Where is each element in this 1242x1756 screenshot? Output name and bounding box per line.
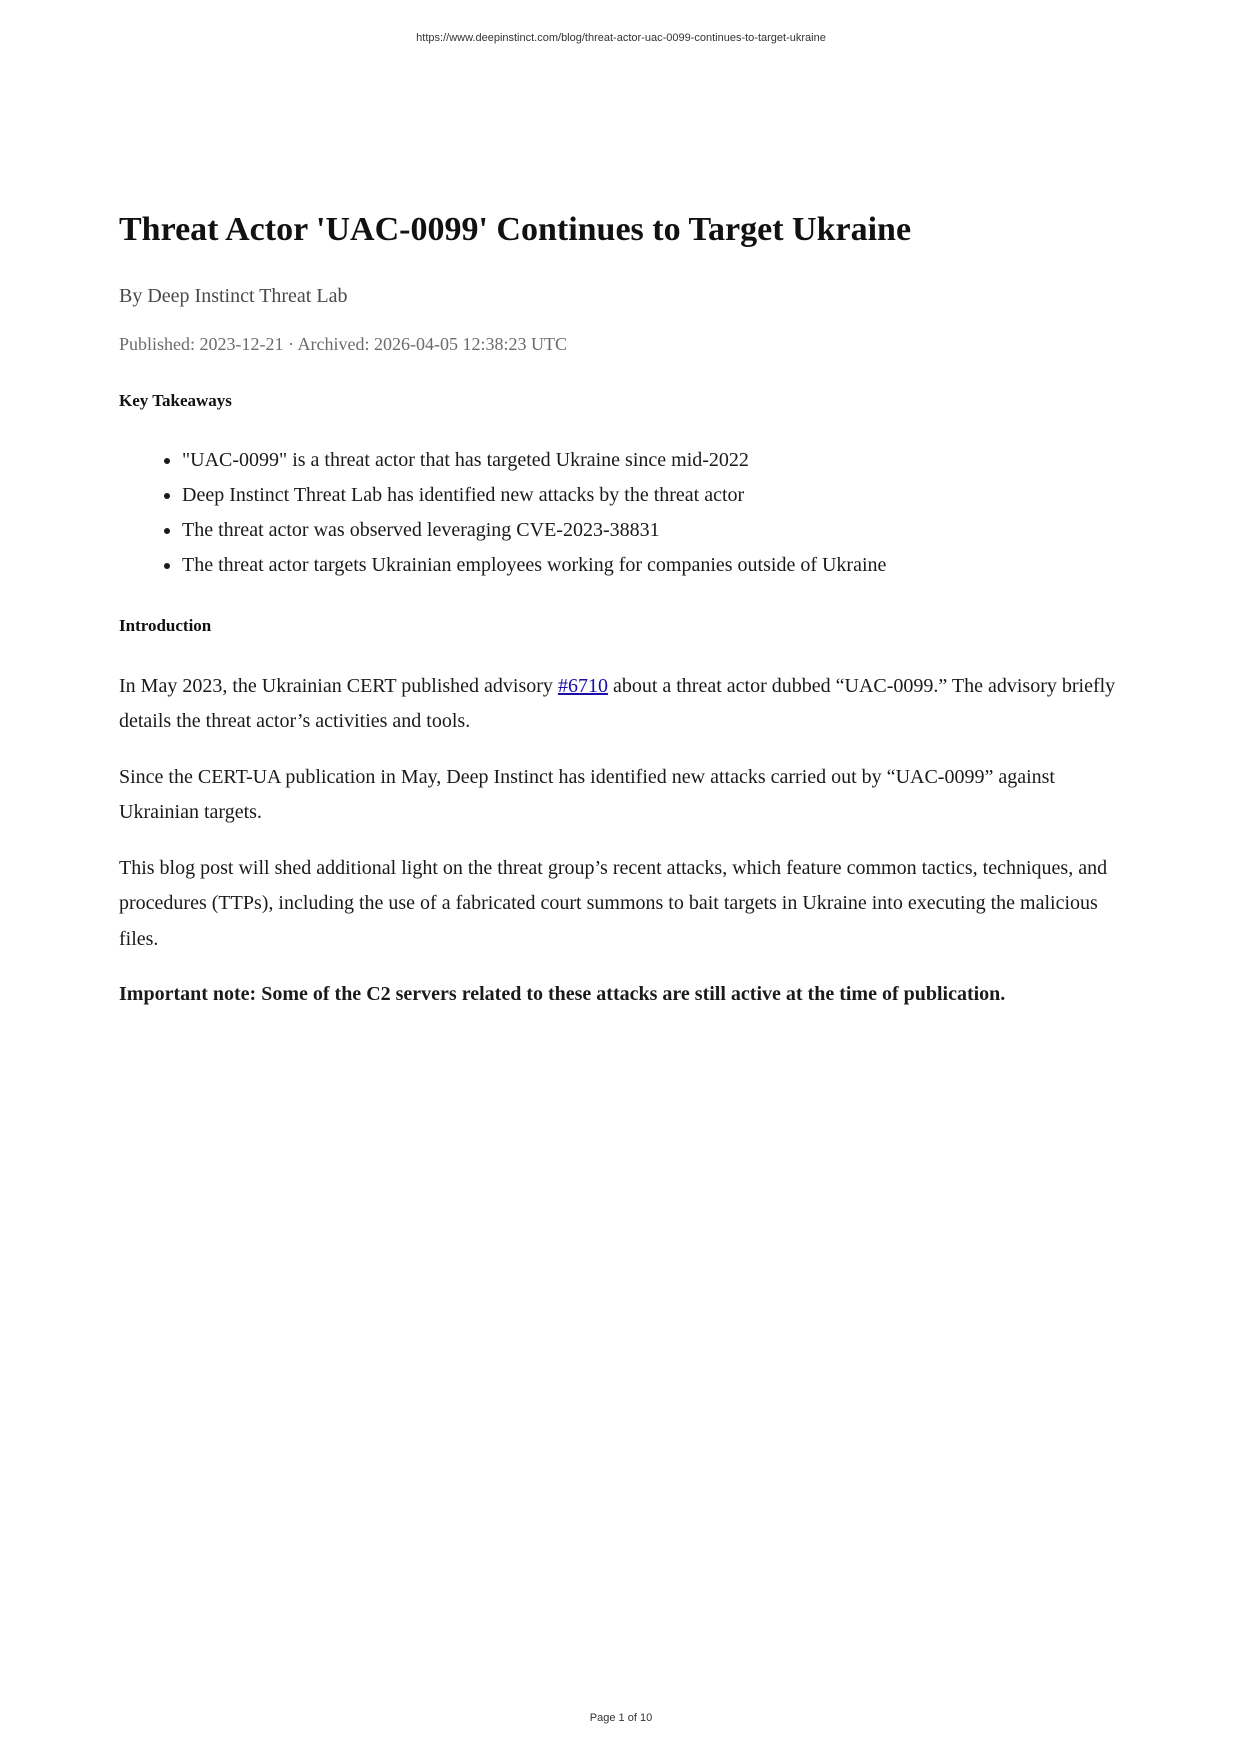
intro-paragraph	[119, 669, 1129, 740]
advisory-link[interactable]: #6710	[557, 674, 608, 697]
page-url: https://www.deepinstinct.com/blog/threat-actor-uac-0099-continues-to-target-ukraine	[416, 32, 826, 44]
article-title: Threat Actor 'UAC-0099' Continues to Target Ukraine	[119, 211, 912, 248]
byline: By Deep Instinct Threat Lab	[119, 284, 348, 307]
page-number: Page 1 of 10	[589, 1712, 653, 1724]
body-paragraph: This blog post will shed additional light on the threat group’s recent attacks, which feature common tactics, techniques, and procedures (TTPs), including the use of a fabricated court summons to bait targets in Ukraine into executing the malicious files.	[119, 856, 1108, 950]
publish-meta: Published: 2023-12-21 · Archived: 2026-04-05 12:38:23 UTC	[119, 333, 567, 354]
intro-text-after-link: about a threat actor dubbed “UAC-0099.” The advisory briefly details the threat actor’s activities and tools.	[119, 674, 1116, 733]
list-item: • Deep Instinct Threat Lab has identified new attacks by the threat actor	[182, 478, 1129, 513]
list-item: • The threat actor was observed leveraging CVE-2023-38831	[182, 513, 1129, 548]
intro-text-before-link: In May 2023, the Ukrainian CERT published advisory	[119, 674, 558, 697]
introduction-heading: Introduction	[119, 615, 212, 635]
article	[119, 210, 1129, 1013]
list-item: • The threat actor targets Ukrainian employees working for companies outside of Ukraine	[182, 548, 1129, 583]
key-takeaways-list	[119, 443, 1129, 583]
list-item: • "UAC-0099" is a threat actor that has targeted Ukraine since mid-2022	[182, 443, 1129, 478]
important-note: Important note: Some of the C2 servers related to these attacks are still active at the time of publication.	[119, 983, 1006, 1006]
body-paragraph: Since the CERT-UA publication in May, Deep Instinct has identified new attacks carried out by “UAC-0099” against Ukrainian targets.	[119, 765, 1055, 824]
key-takeaways-heading: Key Takeaways	[119, 390, 232, 410]
